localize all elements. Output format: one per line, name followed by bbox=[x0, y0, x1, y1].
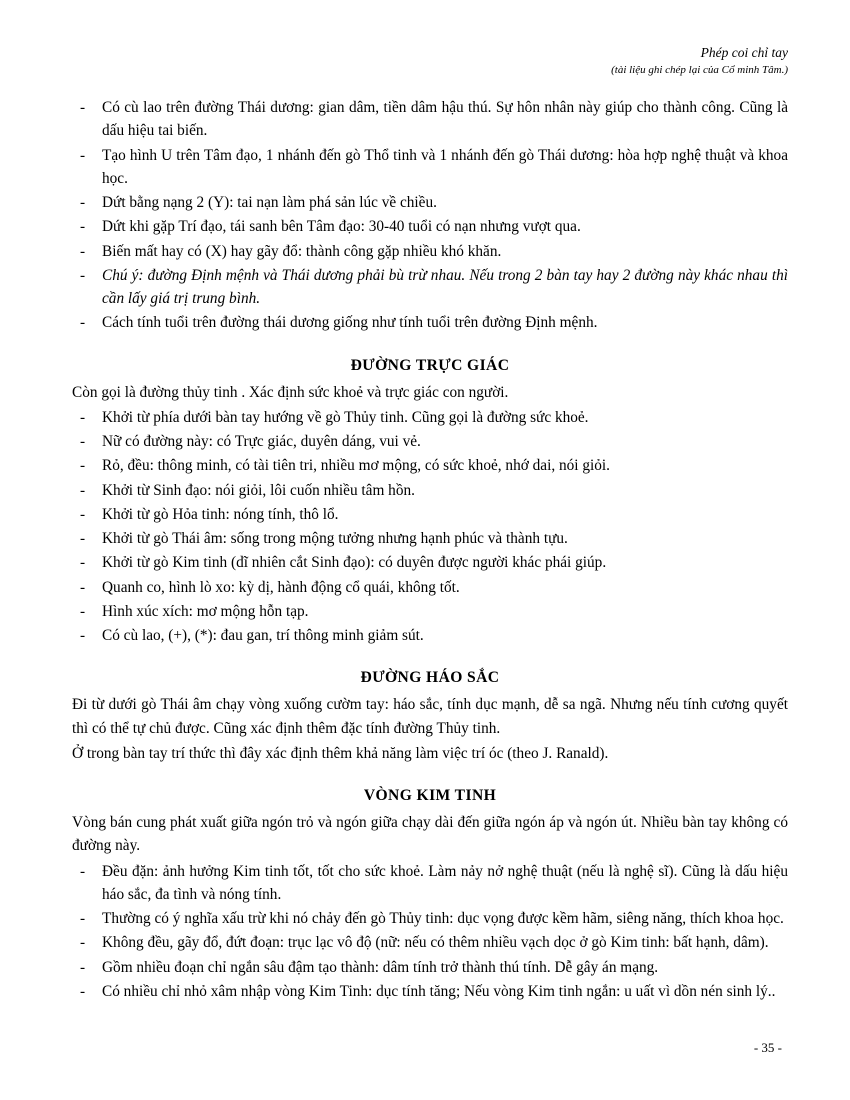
list-item bbox=[72, 406, 788, 429]
bullet-dash: - bbox=[80, 958, 86, 976]
list-item-text: Đều đặn: ảnh hưởng Kim tinh tốt, tốt cho sức khoẻ. Làm nảy nở nghệ thuật (nếu là nghệ sĩ). Cũng là dấu hiệu háo sắc, đa tình và nóng tính. bbox=[102, 862, 788, 903]
list-item bbox=[72, 215, 788, 238]
bullet-dash: - bbox=[80, 433, 86, 451]
list-item-text: Tạo hình U trên Tâm đạo, 1 nhánh đến gò Thổ tinh và 1 nhánh đến gò Thái dương: hòa hợp nghệ thuật và khoa học. bbox=[102, 146, 788, 187]
list-item bbox=[72, 454, 788, 477]
list-item-text: Biến mất hay có (X) hay gãy đổ: thành công gặp nhiều khó khăn. bbox=[102, 242, 502, 260]
list-item-text: Khởi từ gò Hỏa tinh: nóng tính, thô lổ. bbox=[102, 505, 339, 523]
list-item-text: Khởi từ Sinh đạo: nói giỏi, lôi cuốn nhiều tâm hồn. bbox=[102, 481, 415, 499]
list-item-text: Có cù lao trên đường Thái dương: gian dâm, tiền dâm hậu thú. Sự hôn nhân này giúp cho thành công. Cũng là dấu hiệu tai biến. bbox=[102, 99, 788, 140]
list-item-text: Gồm nhiều đoạn chỉ ngắn sâu đậm tạo thành: dâm tính trở thành thú tính. Dễ gây án mạng. bbox=[102, 958, 659, 976]
header-subtitle: (tài liệu ghi chép lại của Cổ minh Tâm.) bbox=[611, 64, 788, 77]
bullet-dash: - bbox=[80, 505, 86, 523]
bullet-dash: - bbox=[80, 530, 86, 548]
section-paragraph-hao-sac-2: Ở trong bàn tay trí thức thì đây xác định thêm khả năng làm việc trí óc (theo J. Ranald). bbox=[72, 744, 609, 762]
bullet-dash: - bbox=[80, 602, 86, 620]
bullet-dash: - bbox=[80, 242, 86, 260]
bullet-dash: - bbox=[80, 481, 86, 499]
list-item-note bbox=[72, 264, 788, 311]
list-item-text: Khởi từ gò Thái âm: sống trong mộng tưởng nhưng hạnh phúc và thành tựu. bbox=[102, 530, 568, 548]
list-item-text: Khởi từ gò Kim tinh (dĩ nhiên cắt Sinh đạo): có duyên được người khác phái giúp. bbox=[102, 554, 607, 572]
list-item-text: Hình xúc xích: mơ mộng hỗn tạp. bbox=[102, 602, 309, 620]
list-item-text: Có cù lao, (+), (*): đau gan, trí thông minh giảm sút. bbox=[102, 627, 424, 645]
bullet-dash: - bbox=[80, 578, 86, 596]
list-item-text: Rỏ, đều: thông minh, có tài tiên tri, nhiều mơ mộng, có sức khoẻ, nhớ dai, nói giỏi. bbox=[102, 457, 610, 475]
list-item bbox=[72, 931, 788, 954]
section-title-hao-sac: ĐƯỜNG HÁO SẮC bbox=[360, 669, 500, 687]
list-item bbox=[72, 503, 788, 526]
section-lead-truc-giac: Còn gọi là đường thủy tinh . Xác định sức khoẻ và trực giác con người. bbox=[72, 383, 509, 401]
list-item bbox=[72, 980, 788, 1003]
vong-kim-tinh-list bbox=[72, 860, 788, 1004]
list-item-text: Khởi từ phía dưới bàn tay hướng về gò Thủy tinh. Cũng gọi là đường sức khoẻ. bbox=[102, 408, 589, 426]
header-title: Phép coi chỉ tay bbox=[700, 45, 788, 60]
list-item-text: Dứt bằng nạng 2 (Y): tai nạn làm phá sản lúc về chiều. bbox=[102, 194, 437, 212]
list-item-text: Không đều, gãy đổ, đứt đoạn: trục lạc vô độ (nữ: nếu có thêm nhiều vạch dọc ở gò Kim tinh: bất hạnh, dâm). bbox=[102, 934, 769, 952]
section-title-truc-giac: ĐƯỜNG TRỰC GIÁC bbox=[350, 356, 510, 374]
list-item bbox=[72, 191, 788, 214]
bullet-dash: - bbox=[80, 457, 86, 475]
list-item-text: Thường có ý nghĩa xấu trừ khi nó chảy đến gò Thủy tinh: dục vọng được kềm hãm, siêng năng, thích khoa học. bbox=[102, 910, 784, 928]
list-item-text: Quanh co, hình lò xo: kỳ dị, hành động cổ quái, không tốt. bbox=[102, 578, 460, 596]
section-paragraph-hao-sac-1: Đi từ dưới gò Thái âm chạy vòng xuống cườm tay: háo sắc, tính dục mạnh, dễ sa ngã. Nhưng nếu tính cương quyết thì có thể tự chủ được. Cũng xác định thêm đặc tính đường Thủy tinh. bbox=[72, 696, 788, 737]
bullet-dash: - bbox=[80, 934, 86, 952]
list-item-text: Nữ có đường này: có Trực giác, duyên dáng, vui vẻ. bbox=[102, 433, 421, 451]
section-title-vong-kim-tinh: VÒNG KIM TINH bbox=[363, 787, 497, 805]
list-item bbox=[72, 430, 788, 453]
list-item bbox=[72, 144, 788, 191]
list-item bbox=[72, 479, 788, 502]
list-item bbox=[72, 860, 788, 907]
bullet-dash: - bbox=[80, 408, 86, 426]
list-item-text: Dứt khi gặp Trí đạo, tái sanh bên Tâm đạo: 30-40 tuổi có nạn nhưng vượt qua. bbox=[102, 218, 581, 236]
bullet-dash: - bbox=[80, 218, 86, 236]
bullet-dash: - bbox=[80, 99, 86, 117]
bullet-dash: - bbox=[80, 194, 86, 212]
intro-list bbox=[72, 96, 788, 335]
list-item bbox=[72, 240, 788, 263]
list-item bbox=[72, 96, 788, 143]
page-number: - 35 - bbox=[753, 1040, 782, 1055]
list-item bbox=[72, 576, 788, 599]
list-item bbox=[72, 624, 788, 647]
page-header bbox=[72, 44, 788, 78]
bullet-dash: - bbox=[80, 982, 86, 1000]
bullet-dash: - bbox=[80, 554, 86, 572]
section-lead-vong-kim-tinh: Vòng bán cung phát xuất giữa ngón trỏ và ngón giữa chạy dài đến giữa ngón áp và ngón út. Nhiều bàn tay không có đường này. bbox=[72, 814, 788, 855]
bullet-dash: - bbox=[80, 266, 86, 284]
list-item bbox=[72, 527, 788, 550]
list-item-text: Chú ý: đường Định mệnh và Thái dương phải bù trừ nhau. Nếu trong 2 bàn tay hay 2 đường này khác nhau thì cần lấy giá trị trung bình. bbox=[102, 266, 788, 308]
bullet-dash: - bbox=[80, 146, 86, 164]
list-item bbox=[72, 907, 788, 930]
list-item bbox=[72, 551, 788, 574]
bullet-dash: - bbox=[80, 910, 86, 928]
bullet-dash: - bbox=[80, 314, 86, 332]
list-item-text: Có nhiều chỉ nhỏ xâm nhập vòng Kim Tinh: dục tính tăng; Nếu vòng Kim tinh ngắn: u uất vì dồn nén sinh lý.. bbox=[102, 982, 776, 1000]
bullet-dash: - bbox=[80, 862, 86, 880]
list-item-text: Cách tính tuổi trên đường thái dương giống như tính tuổi trên đường Định mệnh. bbox=[102, 314, 598, 332]
list-item bbox=[72, 956, 788, 979]
truc-giac-list bbox=[72, 406, 788, 648]
list-item bbox=[72, 311, 788, 334]
list-item bbox=[72, 600, 788, 623]
bullet-dash: - bbox=[80, 627, 86, 645]
